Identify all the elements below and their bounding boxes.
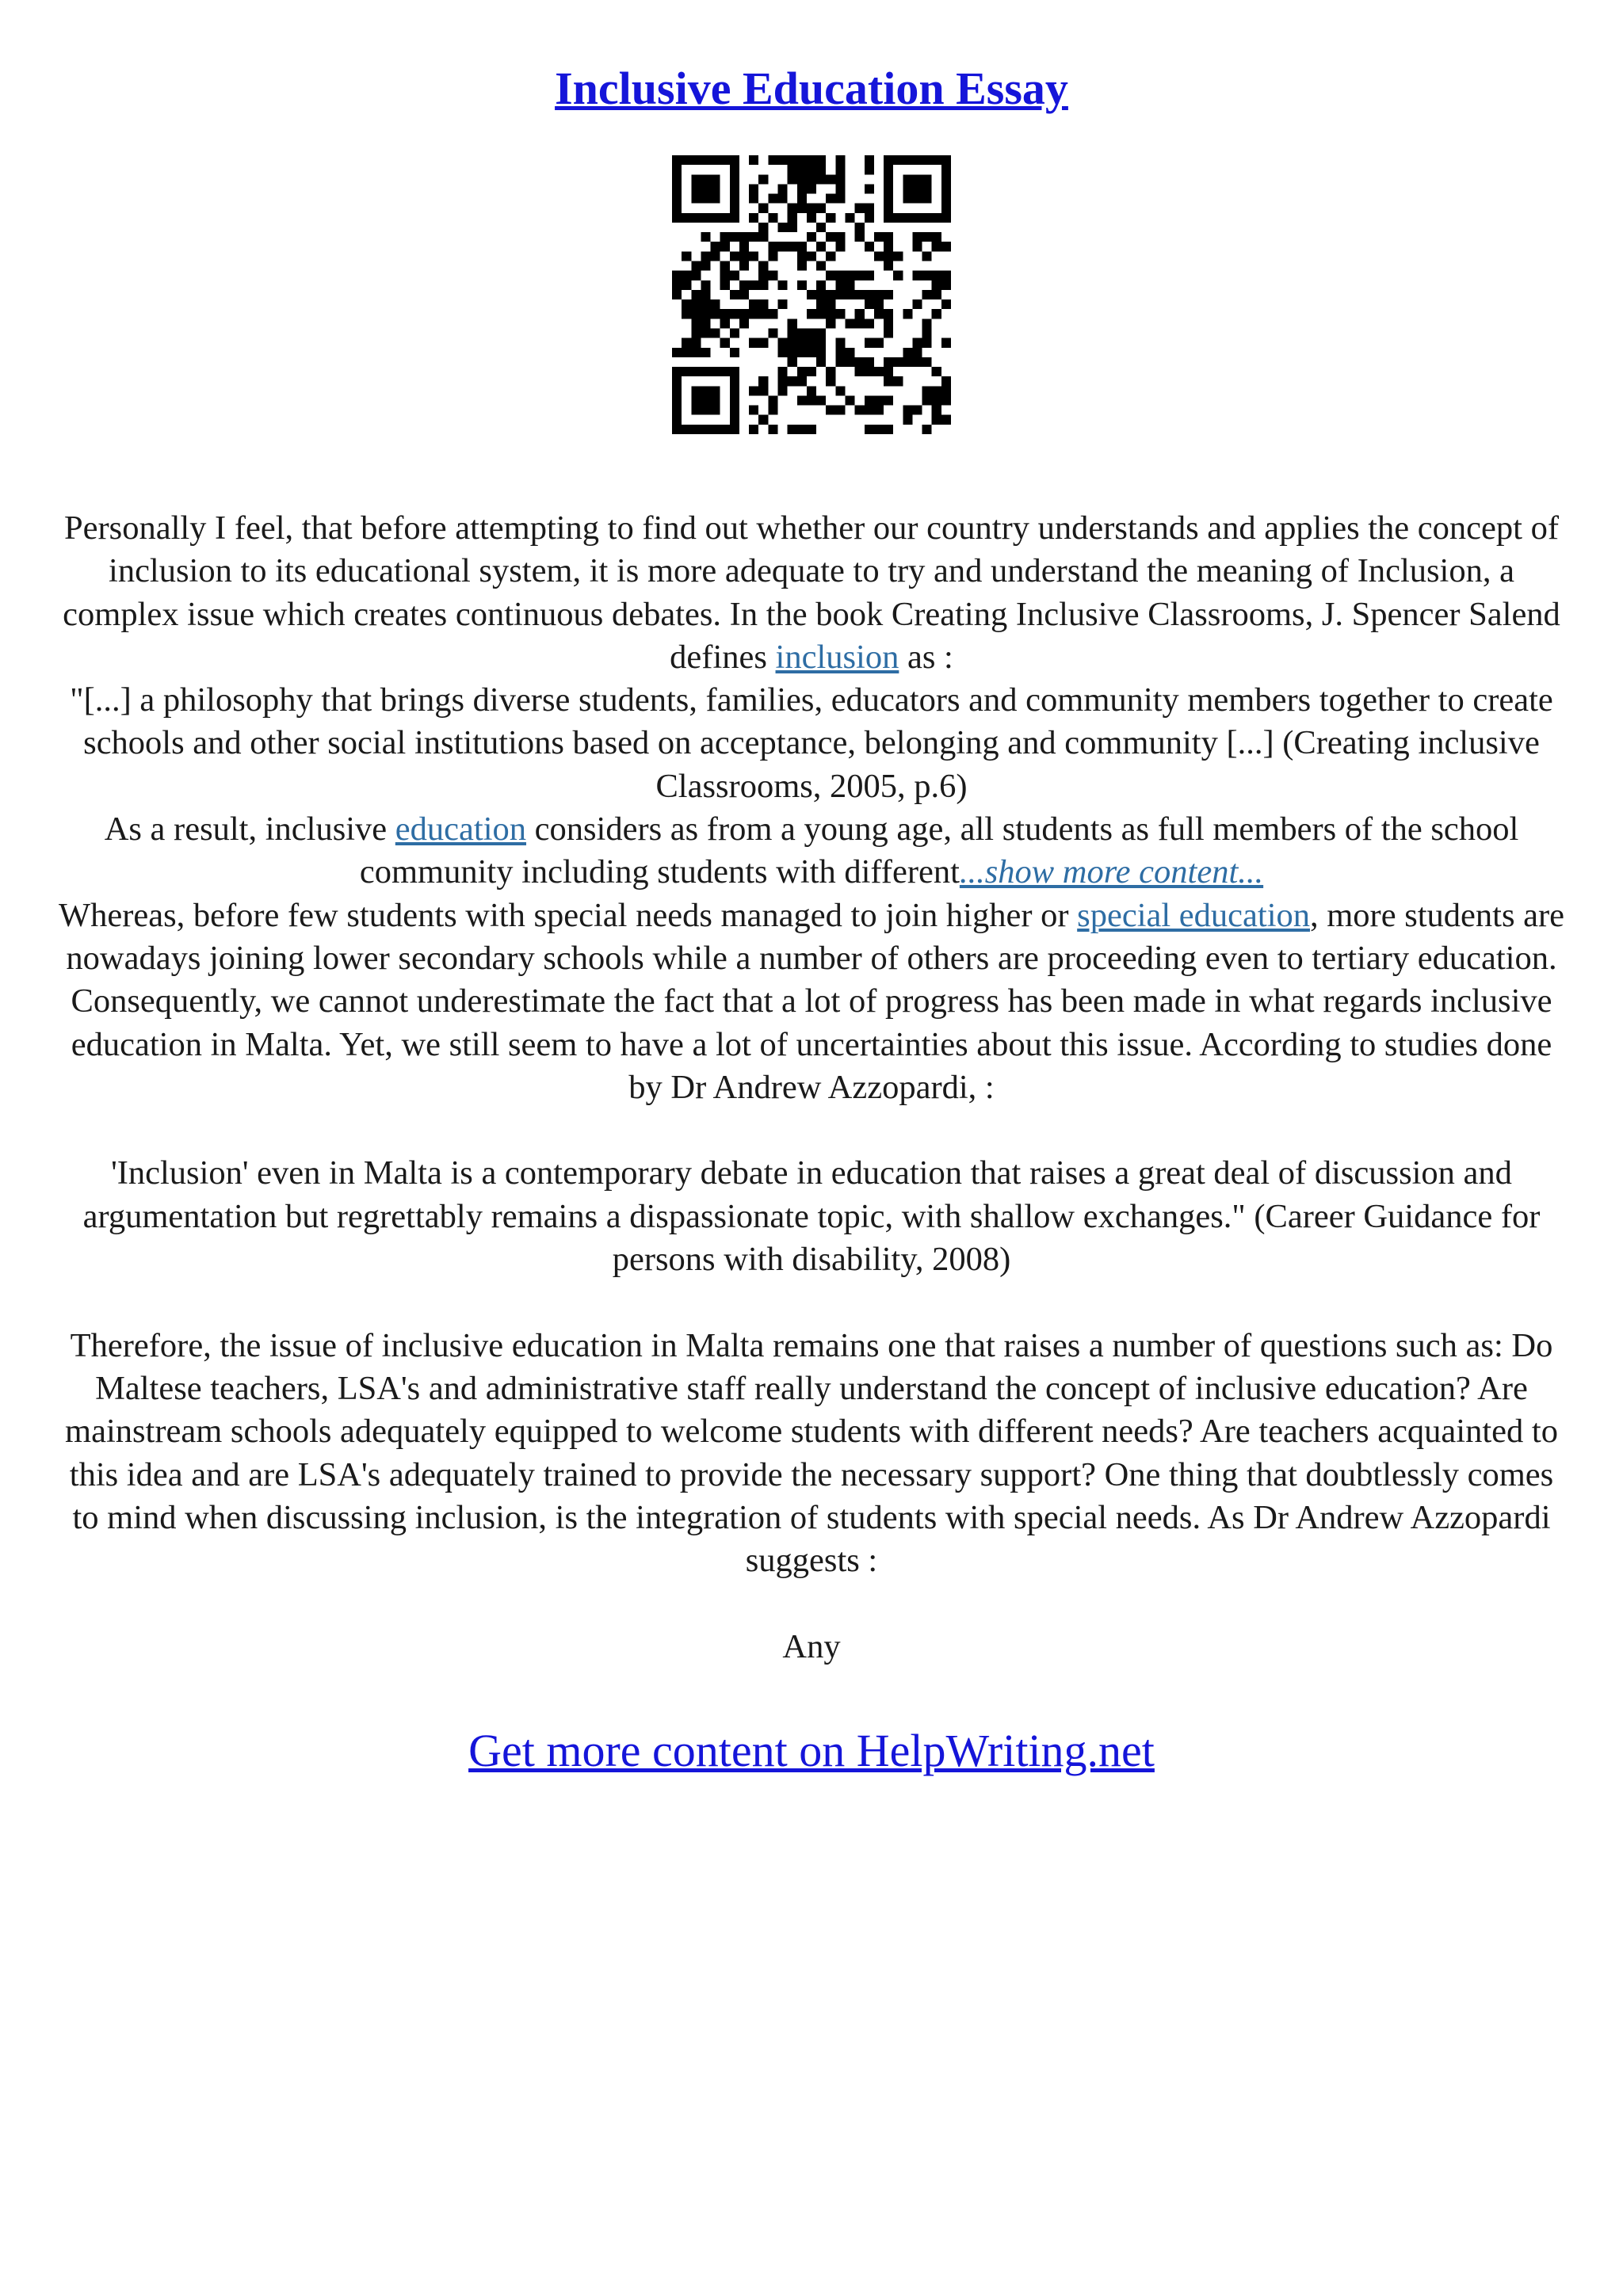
paragraph-truncated: Any xyxy=(782,1627,841,1665)
qr-code-icon xyxy=(672,155,951,434)
page-title xyxy=(0,57,1623,120)
essay-body xyxy=(55,507,1568,1669)
get-more-content-link[interactable]: Get more content on HelpWriting.net xyxy=(468,1725,1155,1776)
paragraph-result-text: As a result, inclusive xyxy=(104,810,395,849)
paragraph-result xyxy=(55,808,1568,894)
paragraph-azzopardi-quote: 'Inclusion' even in Malta is a contemporary debate in education that raises a great deal of discussion and argumentation but regrettably remains a dispassionate topic, with shallow exchanges." (Career Guidance for persons with disability, 2008) xyxy=(82,1154,1541,1279)
paragraph-progress-text: Whereas, before few students with special needs managed to join higher or xyxy=(58,896,1078,934)
paragraph-intro-text: Personally I feel, that before attempting to find out whether our country understands and applies the concept of inclusion to its educational system, it is more adequate to try and understand the meaning of Inclusion, a complex issue which creates continuous debates. In the book Creating Inclusive Classrooms, J. Spencer Salend defines xyxy=(63,509,1560,676)
paragraph-quote: "[...] a philosophy that brings diverse students, families, educators and community members together to create schools and other social institutions based on acceptance, belonging and community [...] (Creating inclusive Classrooms, 2005, p.6) xyxy=(70,681,1553,805)
paragraph-progress-end: , more students are nowadays joining lower secondary schools while a number of others are proceeding even to tertiary education. Consequently, we cannot underestimate the fact that a lot of progress has been made in what regards inclusive education in Malta. Yet, we still seem to have a lot of uncertainties about this issue. According to studies done by Dr Andrew Azzopardi, : xyxy=(66,896,1565,1106)
paragraph-result-end: considers as from a young age, all students as full members of the school community including students with different xyxy=(359,810,1519,891)
paragraph-progress xyxy=(55,894,1568,1109)
paragraph-questions: Therefore, the issue of inclusive education in Malta remains one that raises a number of questions such as: Do Maltese teachers, LSA's and administrative staff really understand the concept of inclusive education? Are mainstream schools adequately equipped to welcome students with different needs? Are teachers acquainted to this idea and are LSA's adequately trained to provide the necessary support? One thing that doubtlessly comes to mind when discussing inclusion, is the integration of students with special needs. As Dr Andrew Azzopardi suggests : xyxy=(65,1326,1558,1580)
education-link[interactable]: education xyxy=(395,810,527,849)
special-education-link[interactable]: special education xyxy=(1077,896,1310,934)
title-link[interactable]: Inclusive Education Essay xyxy=(555,63,1068,114)
paragraph-intro-end: as : xyxy=(899,638,953,676)
show-more-link[interactable]: ...show more content... xyxy=(959,853,1264,891)
paragraph-intro xyxy=(55,507,1568,679)
inclusion-link[interactable]: inclusion xyxy=(775,638,899,676)
footer xyxy=(0,1721,1623,1781)
